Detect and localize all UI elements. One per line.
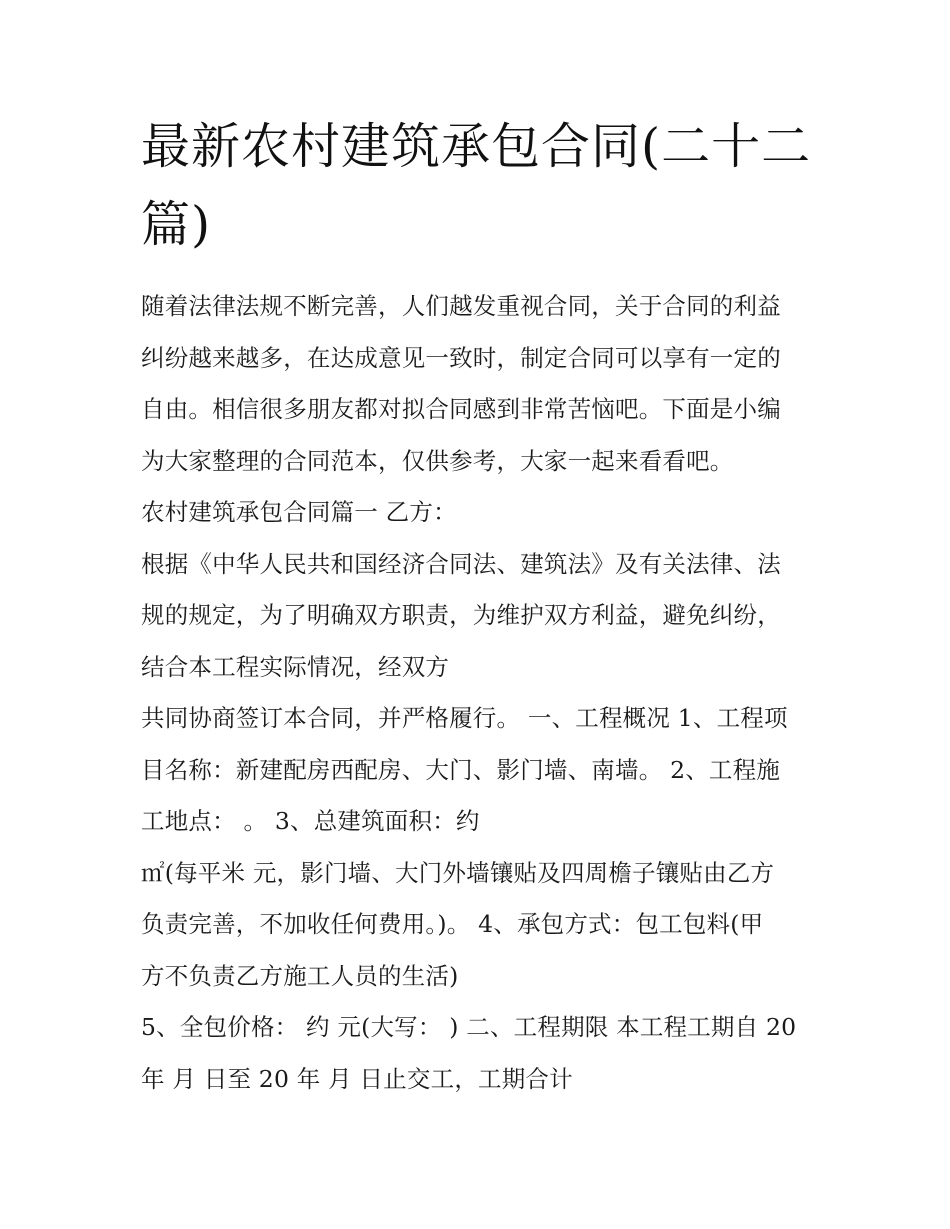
body-line: 年 月 日至 20 年 月 日止交工，工期合计 — [141, 1064, 573, 1093]
intro-line-1: 随着法律法规不断完善，人们越发重视合同，关于合同的利益 — [141, 292, 781, 320]
body-line: 工地点： 。 3、总建筑面积：约 — [141, 807, 480, 835]
intro-line-2: 纠纷越来越多，在达成意见一致时，制定合同可以享有一定的 — [141, 343, 781, 372]
title-line: 篇) — [141, 196, 212, 253]
document-body — [141, 281, 813, 1105]
body-line: 负责完善，不加收任何费用。)。 4、承包方式：包工包料(甲 — [141, 910, 764, 938]
document-page — [141, 108, 813, 1105]
document-title — [141, 108, 813, 264]
title-line: 最新农村建筑承包合同(二十二 — [141, 118, 812, 175]
body-line: ㎡(每平米 元，影门墙、大门外墙镶贴及四周檐子镶贴由乙方 — [141, 858, 775, 887]
body-line: 结合本工程实际情况，经双方 — [141, 652, 450, 681]
body-line: 根据《中华人民共和国经济合同法、建筑法》及有关法律、法 — [141, 549, 781, 578]
body-line: 方不负责乙方施工人员的生活) — [141, 961, 459, 990]
body-line: 目名称：新建配房西配房、大门、影门墙、南墙。 2、工程施 — [141, 755, 781, 784]
body-line: 规的规定，为了明确双方职责，为维护双方利益，避免纠纷， — [141, 601, 781, 629]
body-line: 共同协商签订本合同，并严格履行。 一、工程概况 1、工程项 — [141, 704, 788, 732]
body-line: 5、全包价格： 约 元(大写： ) 二、工程期限 本工程工期自 20 — [141, 1013, 797, 1041]
intro-line-4: 为大家整理的合同范本，仅供参考，大家一起来看看吧。 — [141, 446, 734, 475]
intro-line-3: 自由。相信很多朋友都对拟合同感到非常苦恼吧。下面是小编 — [141, 395, 781, 423]
section-heading: 农村建筑承包合同篇一 乙方： — [141, 498, 457, 526]
